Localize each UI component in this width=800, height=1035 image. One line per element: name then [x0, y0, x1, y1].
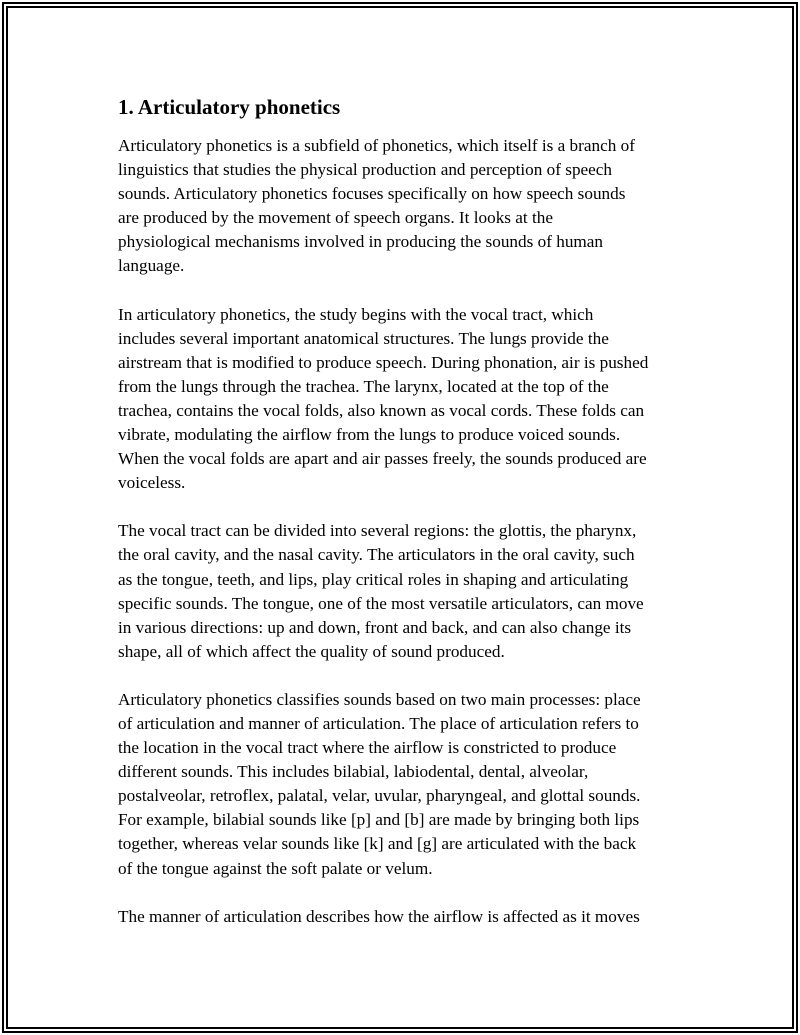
text-line: the location in the vocal tract where the airflow is constricted to produce — [118, 738, 617, 758]
text-line: physiological mechanisms involved in producing the sounds of human — [118, 232, 604, 252]
text-line: linguistics that studies the physical production and perception of speech — [118, 160, 613, 180]
document-body — [118, 94, 698, 953]
text-line: the oral cavity, and the nasal cavity. The articulators in the oral cavity, such — [118, 545, 635, 565]
text-line: of articulation and manner of articulation. The place of articulation refers to — [118, 713, 639, 733]
text-line: trachea, contains the vocal folds, also known as vocal cords. These folds can — [118, 400, 645, 420]
text-line: shape, all of which affect the quality of sound produced. — [118, 641, 505, 661]
paragraph-1 — [118, 134, 698, 279]
text-line: in various directions: up and down, front and back, and can also change its — [118, 617, 632, 637]
text-line: In articulatory phonetics, the study begins with the vocal tract, which — [118, 304, 594, 324]
text-line: specific sounds. The tongue, one of the most versatile articulators, can move — [118, 593, 644, 613]
paragraph-5 — [118, 905, 698, 929]
text-line: are produced by the movement of speech organs. It looks at the — [118, 208, 553, 228]
text-line: language. — [118, 256, 185, 276]
text-line: For example, bilabial sounds like [p] and [b] are made by bringing both lips — [118, 810, 640, 830]
text-line: Articulatory phonetics is a subfield of phonetics, which itself is a branch of — [118, 136, 635, 155]
text-line: When the vocal folds are apart and air passes freely, the sounds produced are — [118, 449, 647, 469]
text-line: Articulatory phonetics classifies sounds based on two main processes: place — [118, 689, 641, 709]
text-line: airstream that is modified to produce speech. During phonation, air is pushed — [118, 352, 649, 372]
text-line: voiceless. — [118, 473, 186, 493]
text-line: The manner of articulation describes how the airflow is affected as it moves — [118, 906, 640, 926]
text-line: The vocal tract can be divided into several regions: the glottis, the pharynx, — [118, 521, 637, 541]
paragraph-2 — [118, 303, 698, 496]
text-line: of the tongue against the soft palate or velum. — [118, 858, 433, 878]
paragraph-3 — [118, 519, 698, 664]
text-line: includes several important anatomical structures. The lungs provide the — [118, 328, 609, 348]
text-line: as the tongue, teeth, and lips, play critical roles in shaping and articulating — [118, 569, 629, 589]
text-line: sounds. Articulatory phonetics focuses specifically on how speech sounds — [118, 184, 626, 204]
text-line: together, whereas velar sounds like [k] and [g] are articulated with the back — [118, 834, 637, 854]
paragraph-4 — [118, 688, 698, 881]
text-line: postalveolar, retroflex, palatal, velar, uvular, pharyngeal, and glottal sounds. — [118, 786, 641, 806]
text-line: vibrate, modulating the airflow from the lungs to produce voiced sounds. — [118, 425, 621, 445]
section-heading: 1. Articulatory phonetics — [118, 95, 341, 119]
text-line: different sounds. This includes bilabial, labiodental, dental, alveolar, — [118, 762, 589, 782]
text-line: from the lungs through the trachea. The larynx, located at the top of the — [118, 376, 609, 396]
